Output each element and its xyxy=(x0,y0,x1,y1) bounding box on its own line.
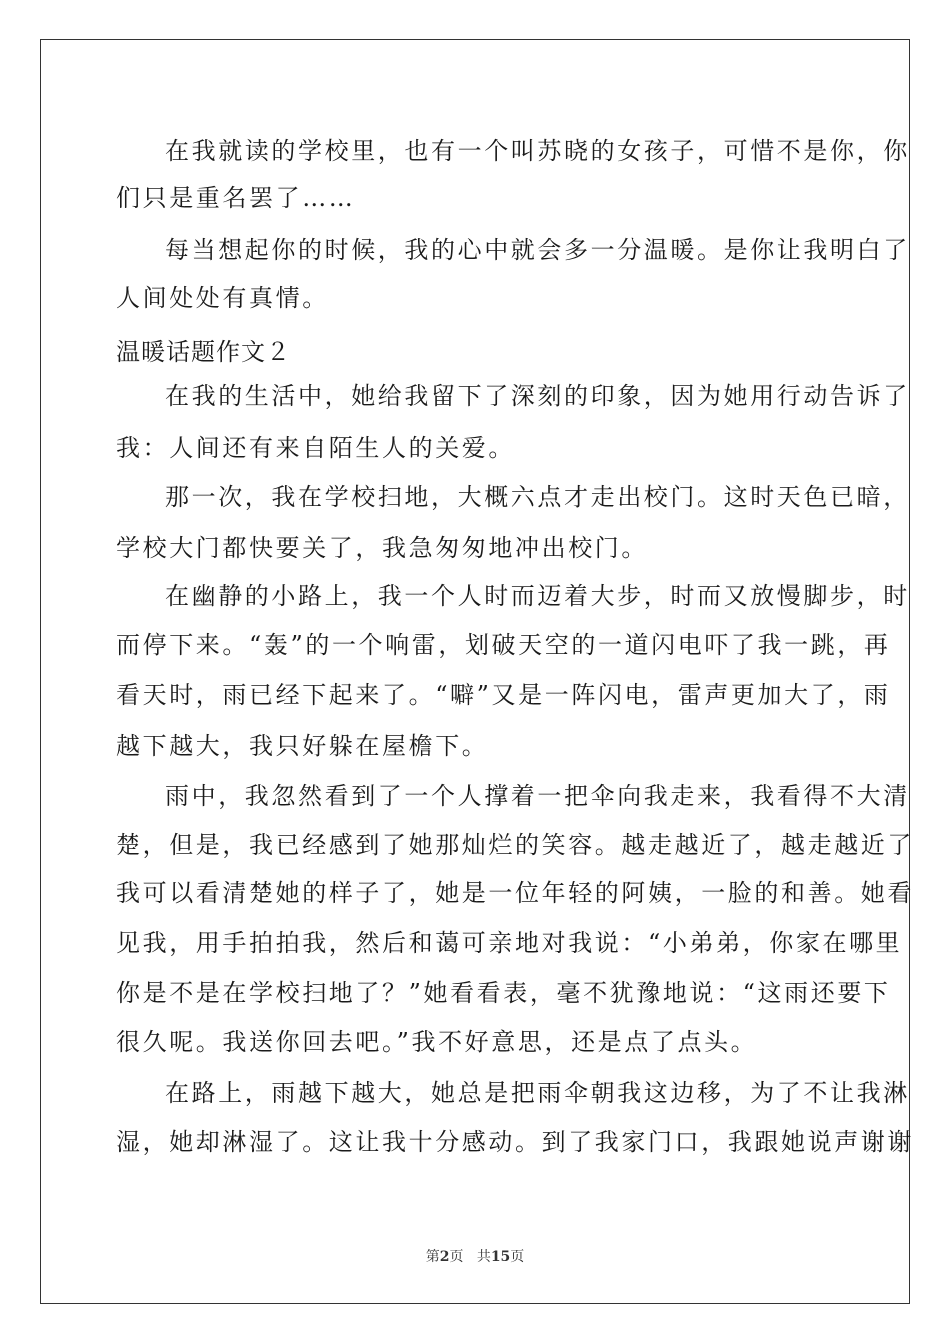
paragraph-line: 人间处处有真情。 xyxy=(116,284,329,312)
paragraph-line: 雨中，我忽然看到了一个人撑着一把伞向我走来，我看得不大清 xyxy=(165,782,910,810)
paragraph-line: 们只是重名罢了…… xyxy=(116,184,356,212)
paragraph-line: 在我就读的学校里，也有一个叫苏晓的女孩子，可惜不是你，你 xyxy=(165,137,910,165)
page-number: 2 xyxy=(439,1249,450,1265)
page-border xyxy=(40,39,910,1304)
page-footer xyxy=(0,1246,950,1266)
paragraph-line: 湿，她却淋湿了。这让我十分感动。到了我家门口，我跟她说声谢谢 xyxy=(116,1128,914,1156)
paragraph-line: 学校大门都快要关了，我急匆匆地冲出校门。 xyxy=(116,534,648,562)
paragraph-line: 在幽静的小路上，我一个人时而迈着大步，时而又放慢脚步，时 xyxy=(165,582,910,610)
paragraph-line: 见我，用手拍拍我，然后和蔼可亲地对我说：“小弟弟，你家在哪里 xyxy=(116,929,903,957)
footer-total-prefix: 共 xyxy=(476,1249,491,1265)
paragraph-line: 在我的生活中，她给我留下了深刻的印象，因为她用行动告诉了 xyxy=(165,382,910,410)
paragraph-line: 看天时，雨已经下起来了。“噼”又是一阵闪电，雷声更加大了，雨 xyxy=(116,681,891,709)
paragraph-line: 很久呢。我送你回去吧。”我不好意思，还是点了点头。 xyxy=(116,1028,758,1056)
footer-page-suffix: 页 xyxy=(449,1249,464,1265)
paragraph-line: 我：人间还有来自陌生人的关爱。 xyxy=(116,434,515,462)
paragraph-line: 在路上，雨越下越大，她总是把雨伞朝我这边移，为了不让我淋 xyxy=(165,1079,910,1107)
paragraph-line: 我可以看清楚她的样子了，她是一位年轻的阿姨，一脸的和善。她看 xyxy=(116,879,914,907)
footer-total-suffix: 页 xyxy=(510,1249,525,1265)
paragraph-line: 楚，但是，我已经感到了她那灿烂的笑容。越走越近了，越走越近了 xyxy=(116,831,914,859)
paragraph-line: 那一次，我在学校扫地，大概六点才走出校门。这时天色已暗， xyxy=(165,483,910,511)
footer-prefix: 第 xyxy=(425,1249,440,1265)
paragraph-line: 而停下来。“轰”的一个响雷，划破天空的一道闪电吓了我一跳，再 xyxy=(116,631,891,659)
section-heading: 温暖话题作文２ xyxy=(116,338,291,366)
paragraph-line: 你是不是在学校扫地了？”她看看表，毫不犹豫地说：“这雨还要下 xyxy=(116,979,891,1007)
paragraph-line: 越下越大，我只好躲在屋檐下。 xyxy=(116,732,489,760)
total-pages: 15 xyxy=(490,1249,511,1265)
paragraph-line: 每当想起你的时候，我的心中就会多一分温暖。是你让我明白了 xyxy=(165,236,910,264)
